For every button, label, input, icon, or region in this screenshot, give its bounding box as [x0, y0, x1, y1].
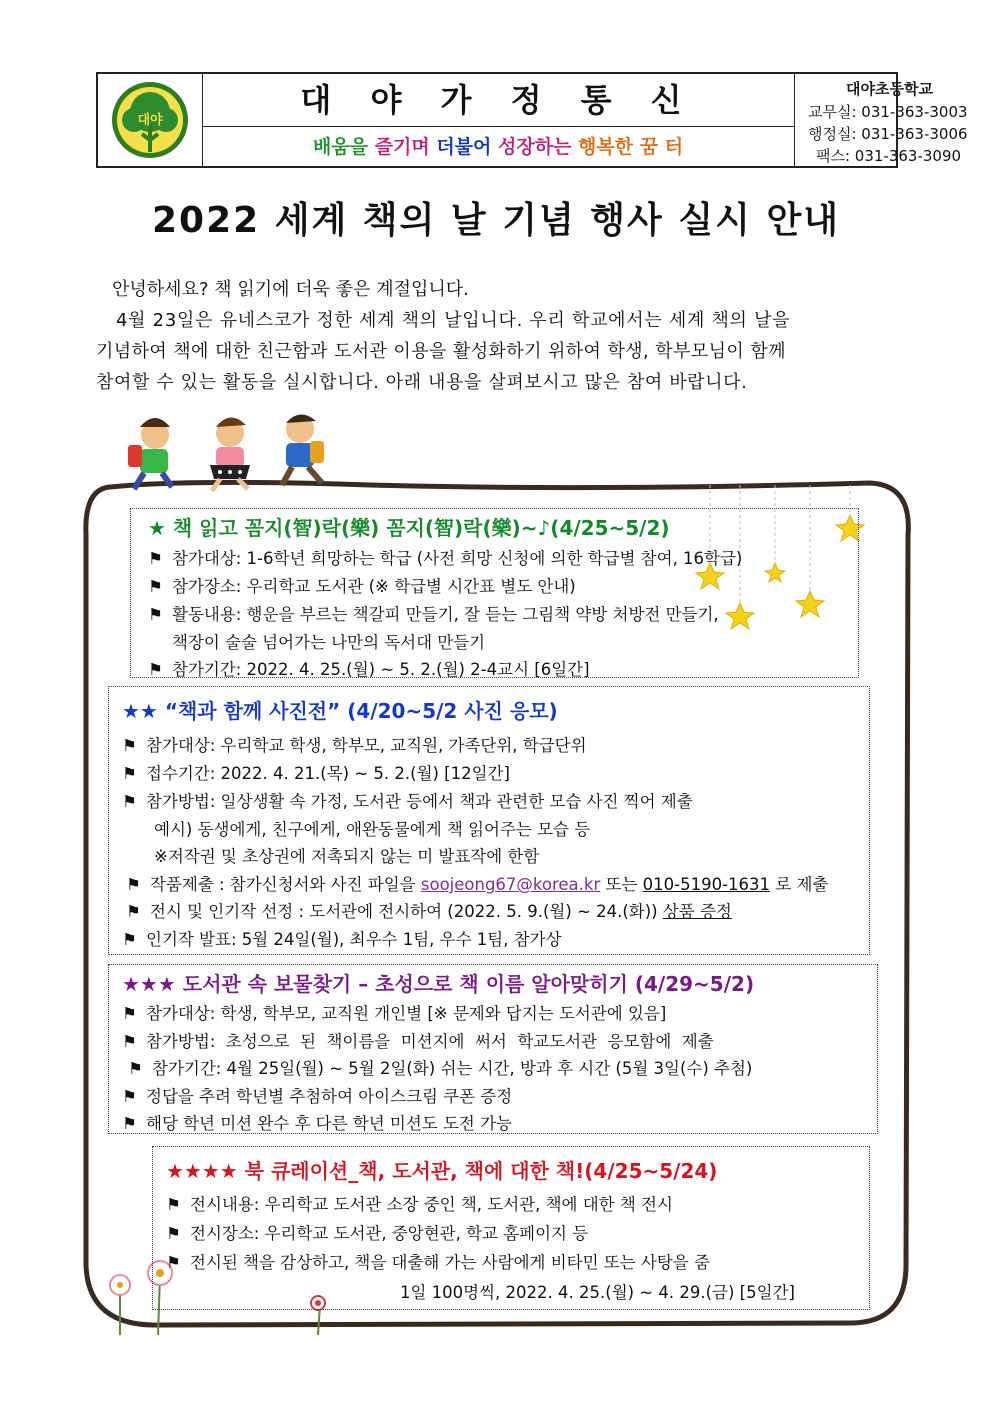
list-item: ⚑ 접수기간: 2022. 4. 21.(목) ~ 5. 2.(월) [12일간] [122, 764, 510, 783]
flag-icon: ⚑ [122, 930, 137, 949]
section-title: ★★★★ 북 큐레이션_책, 도서관, 책에 대한 책!(4/25~5/24) [166, 1159, 718, 1183]
list-item: ⚑ 전시장소: 우리학교 도서관, 중앙현관, 학교 홈페이지 등 [166, 1224, 589, 1243]
list-item: ⚑ 참가기간: 2022. 4. 25.(월) ~ 5. 2.(월) 2-4교시 [6일간] [148, 660, 590, 679]
motto-word: 성장하는 [498, 136, 572, 158]
list-item: ⚑ 인기작 발표: 5월 24일(월), 최우수 1팀, 우수 1팀, 참가상 [122, 930, 562, 949]
flag-icon: ⚑ [122, 764, 137, 783]
flag-icon: ⚑ [122, 736, 137, 755]
list-item-continued: ※저작권 및 초상권에 저촉되지 않는 미 발표작에 한함 [154, 847, 540, 866]
flag-icon: ⚑ [122, 792, 137, 811]
flag-icon: ⚑ [166, 1224, 181, 1243]
school-name: 대야초등학교 [846, 80, 933, 98]
list-item-continued: 1일 100명씩, 2022. 4. 25.(월) ~ 4. 29.(금) [5일간] [400, 1283, 795, 1302]
list-item: ⚑ 참가대상: 학생, 학부모, 교직원 개인별 [※ 문제와 답지는 도서관에 있음] [122, 1004, 667, 1023]
list-item: ⚑ 작품제출 : 참가신청서와 사진 파일을 soojeong67@korea.kr 또는 010-5190-1631 로 제출 [126, 875, 829, 894]
list-item: ⚑ 참가대상: 우리학교 학생, 학부모, 교직원, 가족단위, 학급단위 [122, 736, 587, 755]
contact-line: 행정실: 031-363-3006 [808, 125, 968, 143]
motto-word: 즐기며 [374, 136, 430, 158]
section-title: ★ 책 읽고 꼼지(智)락(樂) 꼼지(智)락(樂)~♪(4/25~5/2) [148, 516, 670, 540]
newsletter-header [96, 72, 968, 168]
contact-cell [794, 74, 968, 166]
list-item: ⚑ 정답을 추려 학년별 추첨하여 아이스크림 쿠폰 증정 [122, 1087, 513, 1106]
flag-icon: ⚑ [128, 1059, 143, 1078]
flag-icon: ⚑ [148, 605, 163, 624]
list-item: ⚑ 전시내용: 우리학교 도서관 소장 중인 책, 도서관, 책에 대한 책 전시 [166, 1195, 673, 1214]
intro-line: 기념하여 책에 대한 친근함과 도서관 이용을 활성화하기 위하여 학생, 학부모님이 함께 [96, 341, 786, 362]
list-item: ⚑ 해당 학년 미션 완수 후 다른 학년 미션도 도전 가능 [122, 1114, 512, 1133]
section-title: ★★ “책과 함께 사진전” (4/20~5/2 사진 응모) [122, 699, 558, 723]
flag-icon: ⚑ [148, 549, 163, 568]
logo-text: 대야 [137, 113, 163, 128]
list-item: ⚑ 참가장소: 우리학교 도서관 (※ 학급별 시간표 별도 안내) [148, 577, 576, 596]
email-link[interactable]: soojeong67@korea.kr [420, 875, 601, 894]
list-item: ⚑ 전시 및 인기작 선정 : 도서관에 전시하여 (2022. 5. 9.(월) ~ 24.(화)) 상품 증정 [126, 902, 732, 921]
intro-line: 참여할 수 있는 활동을 실시합니다. 아래 내용을 살펴보시고 많은 참여 바랍니다. [96, 372, 748, 393]
flag-icon: ⚑ [126, 875, 141, 894]
motto-word: 행복한 꿈 터 [578, 136, 684, 158]
contact-line: 교무실: 031-363-3003 [808, 103, 968, 121]
newsletter-title: 대 야 가 정 통 신 [202, 74, 794, 127]
list-item: ⚑ 전시된 책을 감상하고, 책을 대출해 가는 사람에게 비타민 또는 사탕을 줌 [166, 1253, 710, 1272]
flag-icon: ⚑ [166, 1253, 181, 1272]
contact-line: 팩스: 031-363-3090 [816, 147, 962, 165]
motto-word: 더불어 [436, 136, 492, 158]
flag-icon: ⚑ [148, 577, 163, 596]
flag-icon: ⚑ [166, 1195, 181, 1214]
flag-icon: ⚑ [122, 1114, 137, 1133]
motto-word: 배움을 [312, 136, 368, 158]
motto [202, 128, 794, 166]
title-cell [202, 74, 795, 166]
intro-line: 안녕하세요? 책 읽기에 더욱 좋은 계절입니다. [112, 279, 469, 300]
flag-icon: ⚑ [126, 902, 141, 921]
flag-icon: ⚑ [122, 1032, 137, 1051]
flag-icon: ⚑ [148, 660, 163, 679]
list-item: ⚑ 활동내용: 행운을 부르는 책갈피 만들기, 잘 듣는 그림책 약방 처방전 만들기, [148, 605, 719, 624]
list-item: ⚑ 참가방법: 일상생활 속 가정, 도서관 등에서 책과 관련한 모습 사진 찍어 제출 [122, 792, 693, 811]
list-item-continued: 책장이 술술 넘어가는 나만의 독서대 만들기 [172, 633, 486, 652]
phone-number: 010-5190-1631 [642, 875, 771, 894]
prize-text: 상품 증정 [662, 902, 732, 921]
list-item: ⚑ 참가방법: 초성으로 된 책이름을 미션지에 써서 학교도서관 응모함에 제출 [122, 1032, 714, 1051]
list-item: ⚑ 참가대상: 1-6학년 희망하는 학급 (사전 희망 신청에 의한 학급별 참여, 16학급) [148, 549, 743, 568]
flag-icon: ⚑ [122, 1004, 137, 1023]
page-title: 2022 세계 책의 날 기념 행사 실시 안내 [151, 200, 841, 241]
children-illustration-icon [128, 414, 324, 491]
list-item: ⚑ 참가기간: 4월 25일(월) ~ 5월 2일(화) 쉬는 시간, 방과 후 시간 (5월 3일(수) 추첨) [128, 1059, 753, 1078]
school-logo-cell [98, 74, 203, 166]
school-logo-icon [98, 74, 202, 166]
intro-line: 4월 23일은 유네스코가 정한 세계 책의 날입니다. 우리 학교에서는 세계 책의 날을 [116, 310, 791, 331]
section-title: ★★★ 도서관 속 보물찾기 – 초성으로 책 이름 알아맞히기 (4/29~5/2) [122, 972, 755, 996]
flag-icon: ⚑ [122, 1087, 137, 1106]
list-item-continued: 예시) 동생에게, 친구에게, 애완동물에게 책 읽어주는 모습 등 [154, 820, 591, 839]
